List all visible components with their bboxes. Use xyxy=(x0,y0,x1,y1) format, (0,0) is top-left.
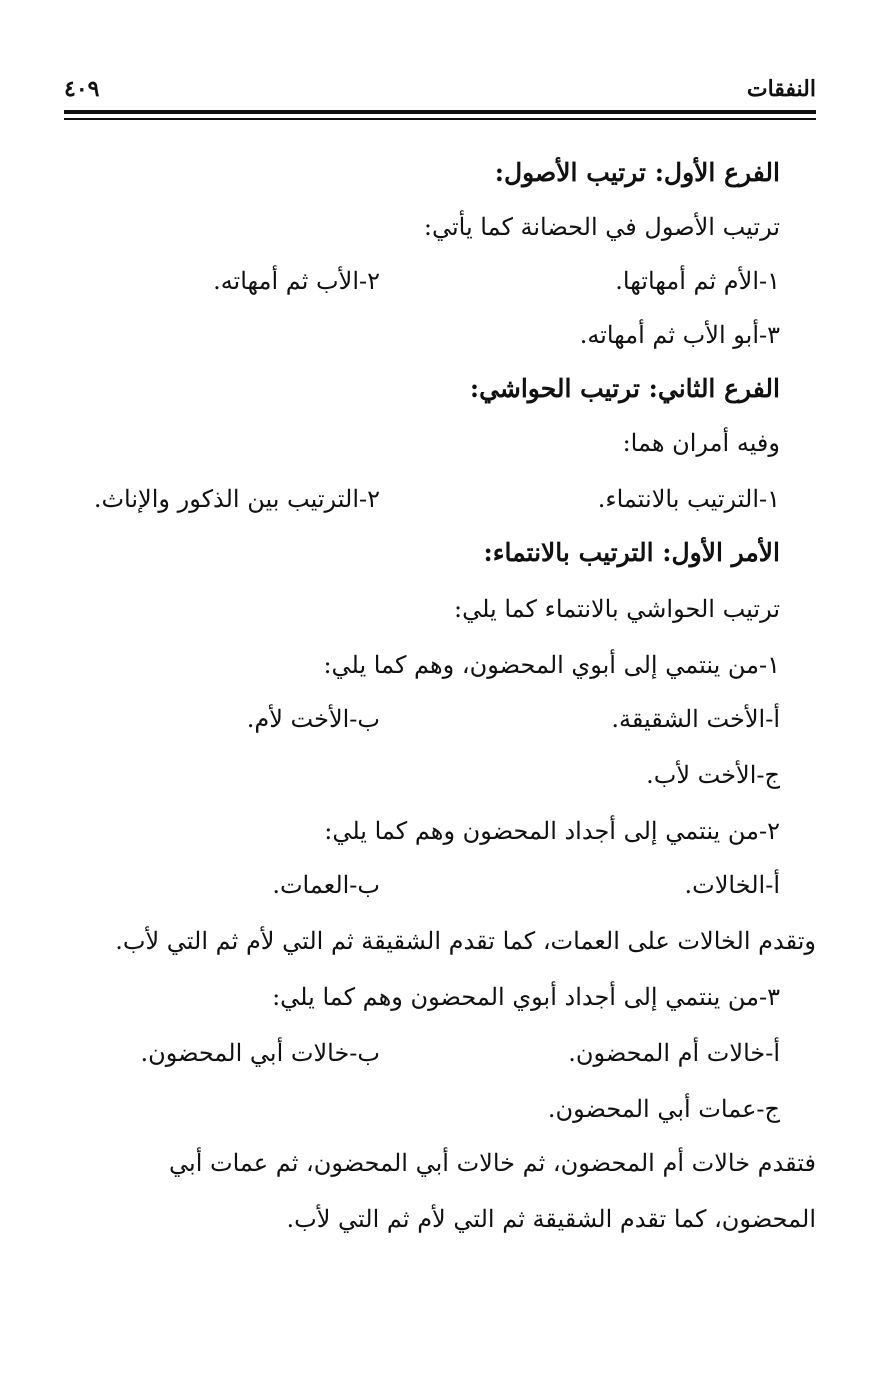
list-item-grandfather: ٣-أبو الأب ثم أمهاته. xyxy=(579,321,780,349)
list-item-male-female: ٢-الترتيب بين الذكور والإناث. xyxy=(93,485,380,513)
list-item-full-sister: أ-الأخت الشقيقة. xyxy=(611,705,780,733)
paragraph-usul-intro: ترتيب الأصول في الحضانة كما يأتي: xyxy=(423,213,780,241)
group2-title: ٢-من ينتمي إلى أجداد المحضون وهم كما يلي: xyxy=(324,817,780,845)
list-item-mother-maternal-aunts: أ-خالات أم المحضون. xyxy=(568,1039,780,1067)
group1-title: ١-من ينتمي إلى أبوي المحضون، وهم كما يلي: xyxy=(323,651,780,679)
heading-hawashi: الفرع الثاني: ترتيب الحواشي: xyxy=(469,374,780,403)
list-item-mother: ١-الأم ثم أمهاتها. xyxy=(615,267,780,295)
header-rule-thick xyxy=(64,110,816,114)
page-number: ٤٠٩ xyxy=(64,76,100,102)
list-item-paternal-sister: ج-الأخت لأب. xyxy=(646,761,780,789)
list-item-paternal-aunts: ب-العمات. xyxy=(272,871,380,899)
paragraph-precedence-note: وتقدم الخالات على العمات، كما تقدم الشقيقة ثم التي لأم ثم التي لأب. xyxy=(115,927,816,955)
list-item-father: ٢-الأب ثم أمهاته. xyxy=(213,267,380,295)
header-rule-thin xyxy=(64,118,816,120)
paragraph-closing-line1: فتقدم خالات أم المحضون، ثم خالات أبي المحضون، ثم عمات أبي xyxy=(169,1149,816,1177)
list-item-maternal-aunts: أ-الخالات. xyxy=(684,871,780,899)
paragraph-two-matters: وفيه أمران هما: xyxy=(622,429,780,457)
heading-usul: الفرع الأول: ترتيب الأصول: xyxy=(494,158,780,187)
list-item-by-affiliation: ١-الترتيب بالانتماء. xyxy=(597,485,780,513)
group3-title: ٣-من ينتمي إلى أجداد أبوي المحضون وهم كما يلي: xyxy=(272,983,780,1011)
list-item-maternal-sister: ب-الأخت لأم. xyxy=(246,705,380,733)
chapter-title: النفقات xyxy=(746,76,816,102)
list-item-father-paternal-aunts: ج-عمات أبي المحضون. xyxy=(547,1095,780,1123)
paragraph-closing-line2: المحضون، كما تقدم الشقيقة ثم التي لأم ثم التي لأب. xyxy=(286,1205,816,1233)
book-page xyxy=(64,70,816,1350)
heading-affiliation: الأمر الأول: الترتيب بالانتماء: xyxy=(483,538,780,567)
paragraph-affiliation-intro: ترتيب الحواشي بالانتماء كما يلي: xyxy=(454,595,780,623)
running-header xyxy=(64,70,816,110)
list-item-father-maternal-aunts: ب-خالات أبي المحضون. xyxy=(140,1039,380,1067)
